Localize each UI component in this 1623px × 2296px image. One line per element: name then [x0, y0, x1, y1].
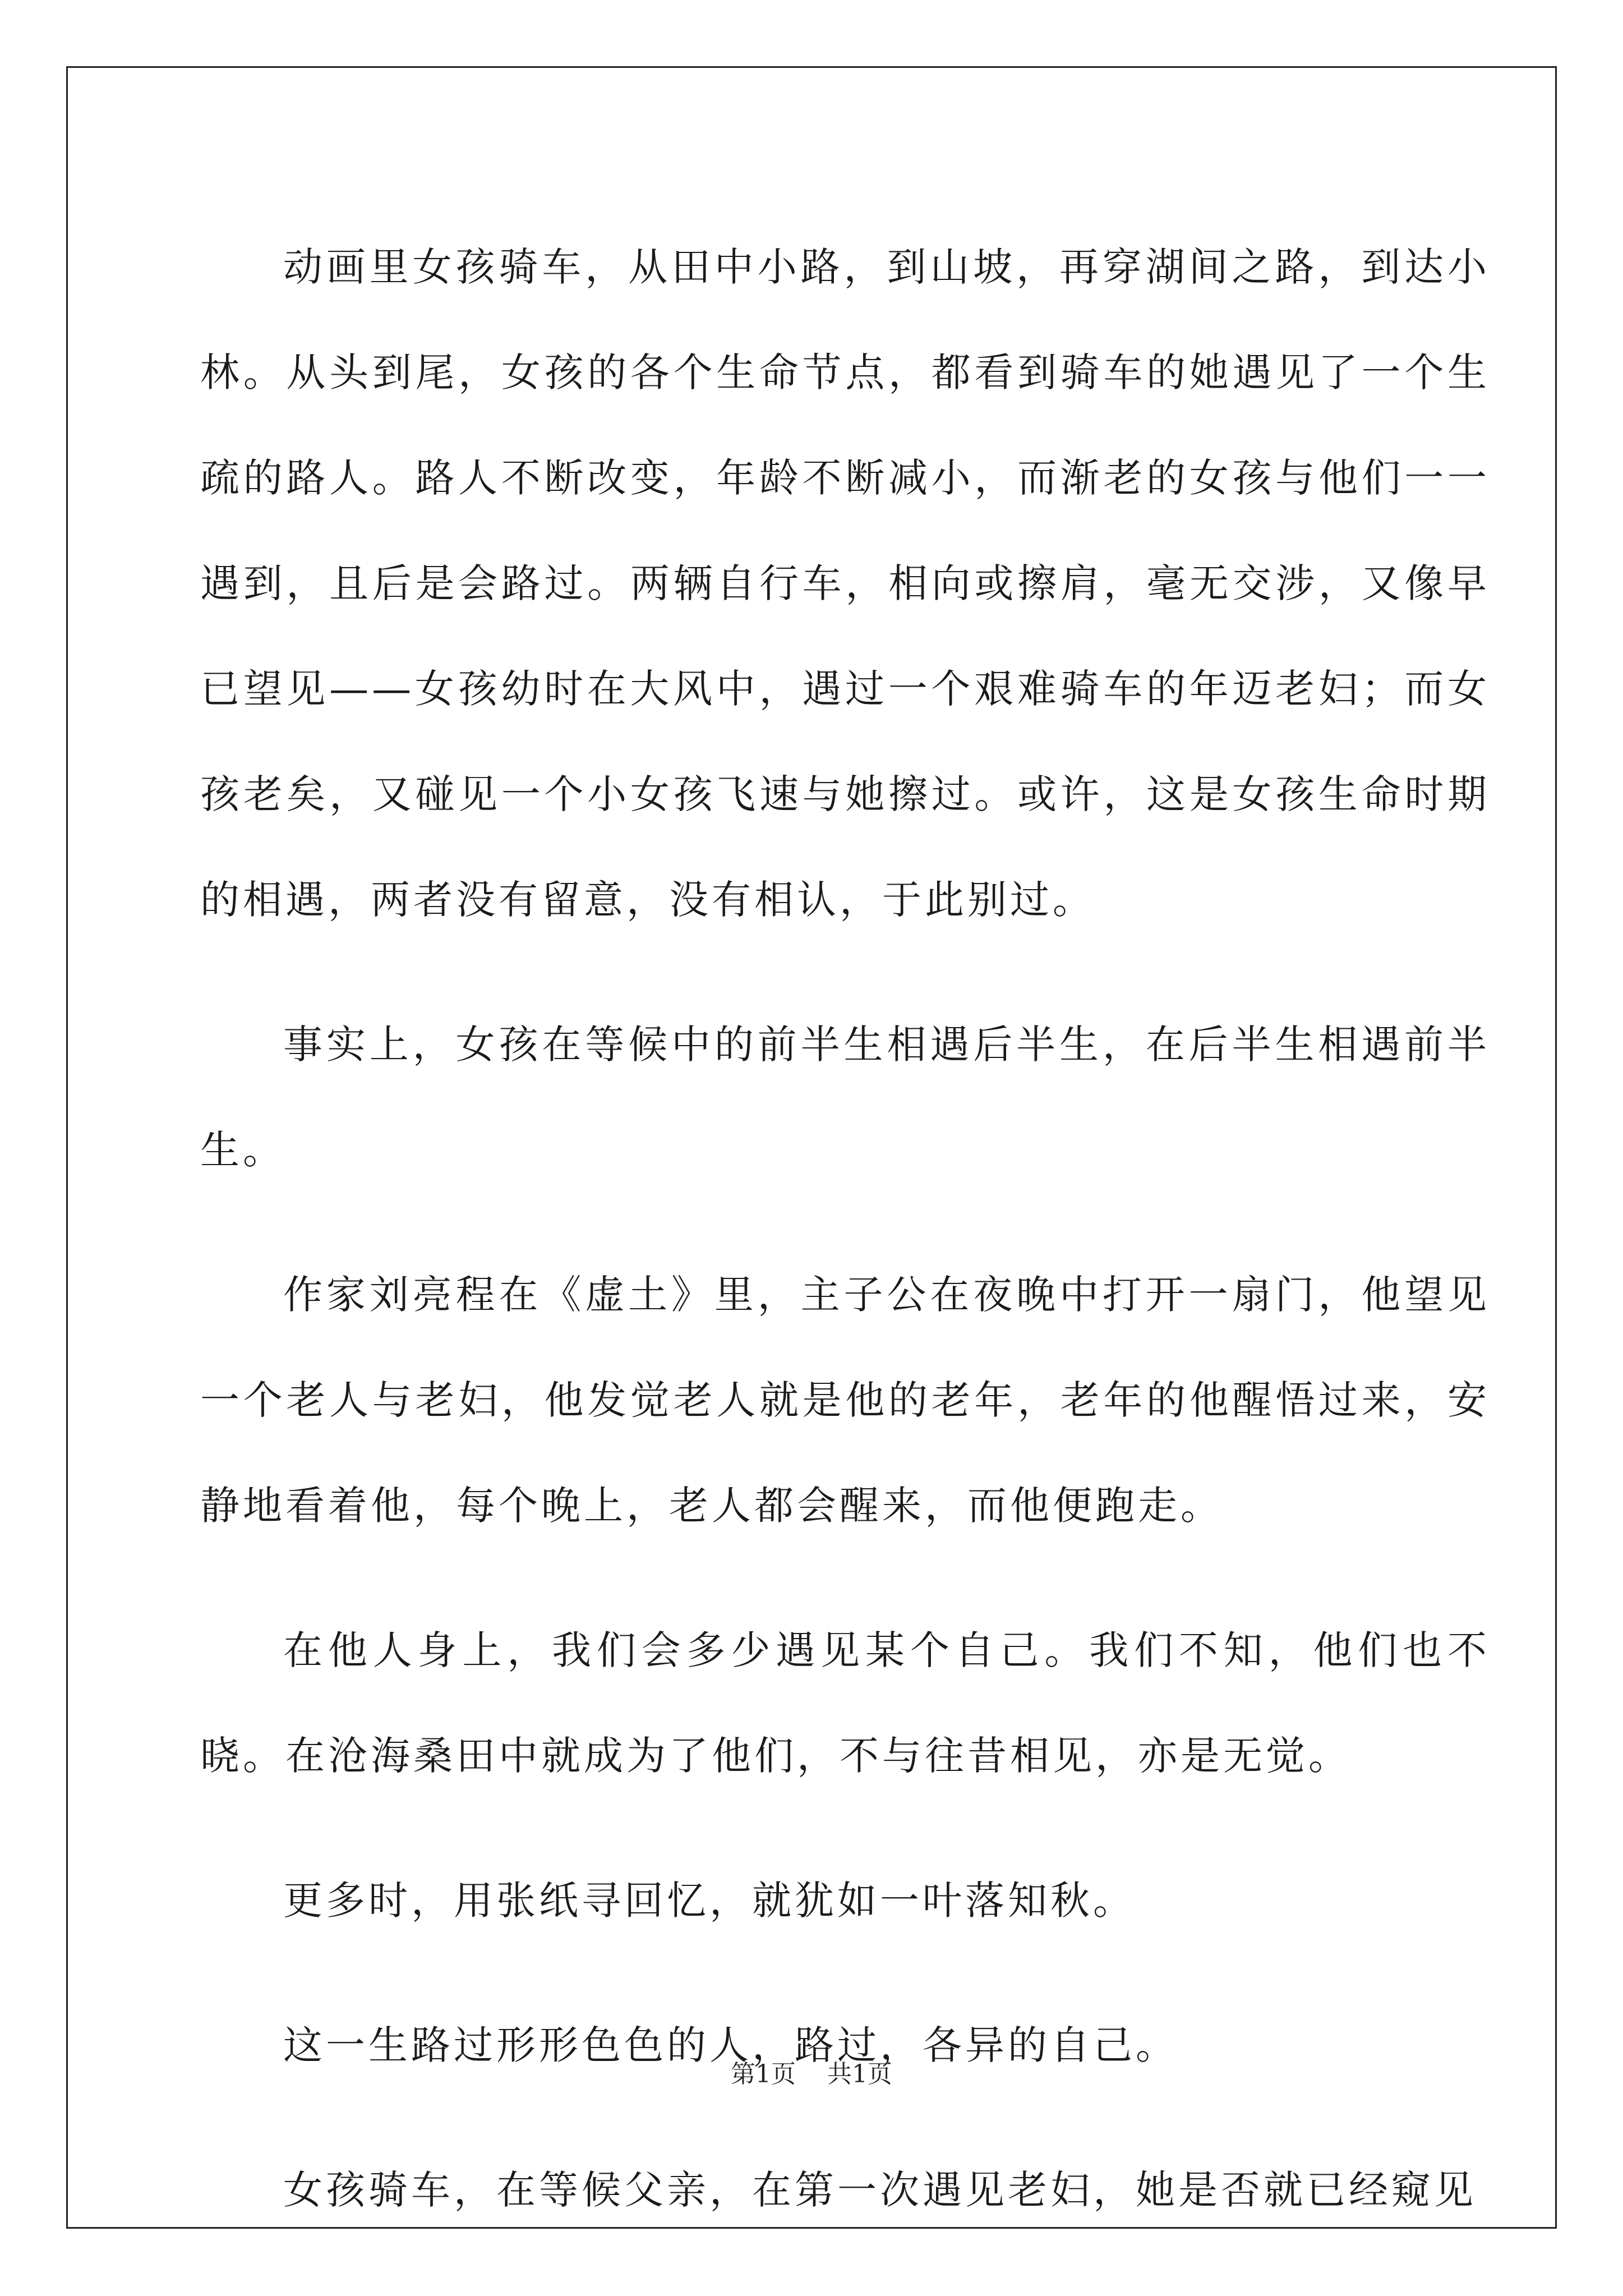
- document-body: [200, 214, 1490, 2282]
- paragraph-5: 更多时，用张纸寻回忆，就犹如一叶落知秋。: [283, 1878, 1136, 1924]
- paragraph-4: 在他人身上，我们会多少遇见某个自己。我们不知，他们也不晓。在沧海桑田中就成为了他们，不与往昔相见，亦是无觉。: [200, 1627, 1490, 1779]
- page-number: 第1页: [731, 2060, 796, 2088]
- paragraph-2: 事实上，女孩在等候中的前半生相遇后半生，在后半生相遇前半生。: [200, 1022, 1490, 1173]
- paragraph-7: 女孩骑车，在等候父亲，在第一次遇见老妇，她是否就已经窥见: [283, 2167, 1477, 2213]
- paragraph-3: 作家刘亮程在《虚土》里，主子公在夜晚中打开一扇门，他望见一个老人与老妇，他发觉老人就是他的老年，老年的他醒悟过来，安静地看着他，每个晚上，老人都会醒来，而他便跑走。: [200, 1272, 1490, 1529]
- page-total: 共1页: [827, 2060, 892, 2088]
- footer-gap: [796, 2060, 827, 2088]
- paragraph-1: 动画里女孩骑车，从田中小路，到山坡，再穿湖间之路，到达小林。从头到尾，女孩的各个生命节点，都看到骑车的她遇见了一个生疏的路人。路人不断改变，年龄不断减小，而渐老的女孩与他们一一遇到，且后是会路过。两辆自行车，相向或擦肩，毫无交涉，又像早已望见——女孩幼时在大风中，遇过一个艰难骑车的年迈老妇；而女孩老矣，又碰见一个小女孩飞速与她擦过。或许，这是女孩生命时期的相遇，两者没有留意，没有相认，于此别过。: [200, 244, 1490, 923]
- page-footer: [0, 2058, 1623, 2091]
- paragraph-6: 这一生路过形形色色的人，路过，各异的自己。: [283, 2022, 1178, 2068]
